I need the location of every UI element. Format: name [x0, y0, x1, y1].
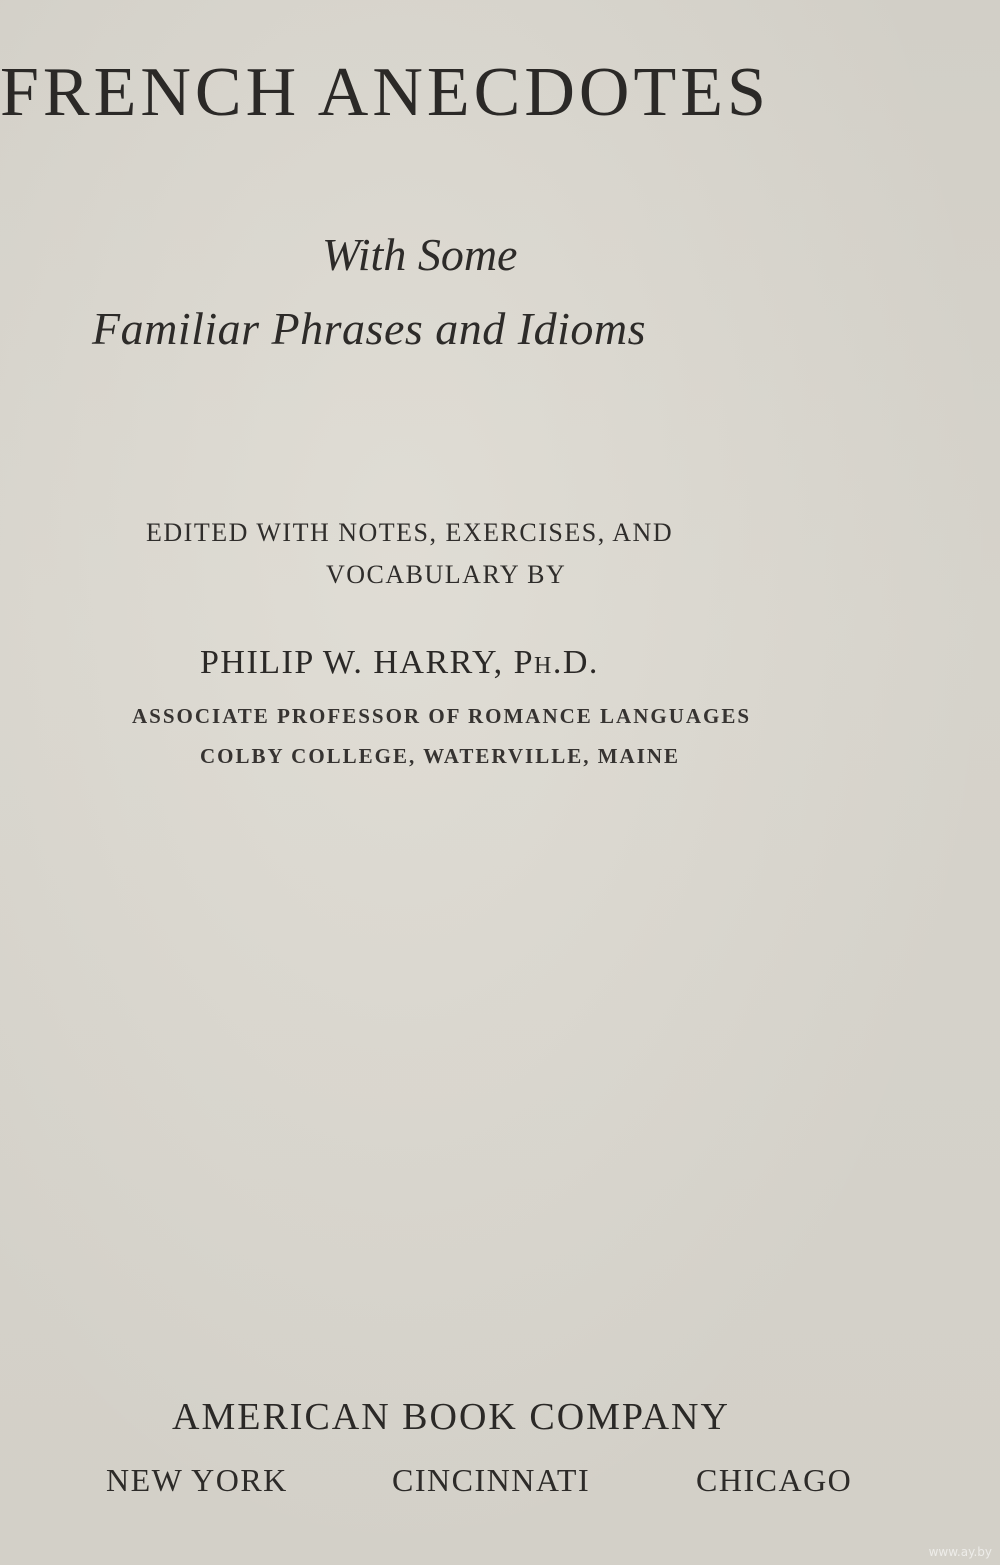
author-line [200, 646, 599, 680]
author-degree: Ph.D. [513, 644, 599, 681]
publisher-city-chicago: CHICAGO [696, 1462, 853, 1498]
affiliation-line-2: COLBY COLLEGE, WATERVILLE, MAINE [200, 744, 681, 768]
book-title: FRENCH ANECDOTES [0, 54, 770, 131]
affiliation-line-1: ASSOCIATE PROFESSOR OF ROMANCE LANGUAGES [132, 704, 752, 728]
subtitle-line-2: Familiar Phrases and Idioms [92, 303, 646, 354]
author-name: PHILIP W. HARRY, [200, 644, 504, 681]
publisher-name: AMERICAN BOOK COMPANY [172, 1396, 730, 1438]
editorial-line-1: EDITED WITH NOTES, EXERCISES, AND [146, 518, 674, 547]
site-watermark: www.ay.by [928, 1545, 992, 1559]
editorial-line-2: VOCABULARY BY [326, 560, 567, 589]
subtitle-line-1: With Some [322, 229, 518, 280]
publisher-city-new-york: NEW YORK [106, 1462, 288, 1498]
publisher-city-cincinnati: CINCINNATI [392, 1462, 591, 1498]
